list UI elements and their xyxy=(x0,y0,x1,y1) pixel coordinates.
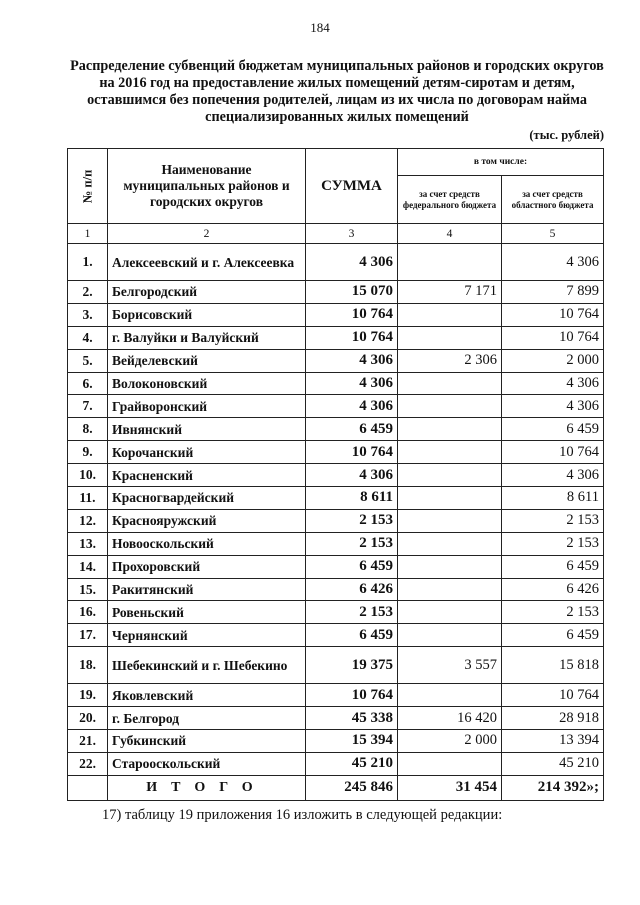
row-name: Красногвардейский xyxy=(108,487,306,510)
row-sum: 10 764 xyxy=(306,684,398,707)
column-number: 1 xyxy=(68,224,108,244)
row-index: 4. xyxy=(68,326,108,349)
page-number: 184 xyxy=(310,20,330,35)
row-name: Вейделевский xyxy=(108,349,306,372)
column-number: 3 xyxy=(306,224,398,244)
table-row xyxy=(68,601,604,624)
row-regional: 7 899 xyxy=(502,281,604,304)
row-sum: 2 153 xyxy=(306,532,398,555)
row-name: Грайворонский xyxy=(108,395,306,418)
row-regional: 2 153 xyxy=(502,509,604,532)
row-federal xyxy=(398,487,502,510)
row-index: 5. xyxy=(68,349,108,372)
row-federal xyxy=(398,326,502,349)
row-regional: 6 459 xyxy=(502,418,604,441)
row-federal: 16 420 xyxy=(398,707,502,730)
row-name: Волоконовский xyxy=(108,372,306,395)
row-regional: 4 306 xyxy=(502,244,604,281)
row-federal xyxy=(398,624,502,647)
row-sum: 45 210 xyxy=(306,752,398,775)
row-sum: 4 306 xyxy=(306,372,398,395)
table-row xyxy=(68,624,604,647)
row-sum: 4 306 xyxy=(306,464,398,487)
row-federal xyxy=(398,303,502,326)
column-number: 4 xyxy=(398,224,502,244)
row-sum: 15 394 xyxy=(306,730,398,753)
row-name: Старооскольский xyxy=(108,752,306,775)
row-name: Губкинский xyxy=(108,730,306,753)
row-index: 11. xyxy=(68,487,108,510)
table-row xyxy=(68,464,604,487)
total-federal: 31 454 xyxy=(398,775,502,800)
row-regional: 15 818 xyxy=(502,647,604,684)
row-sum: 10 764 xyxy=(306,303,398,326)
row-index: 16. xyxy=(68,601,108,624)
total-sum: 245 846 xyxy=(306,775,398,800)
row-index: 13. xyxy=(68,532,108,555)
row-federal xyxy=(398,395,502,418)
row-federal: 2 000 xyxy=(398,730,502,753)
table-row xyxy=(68,707,604,730)
row-regional: 6 426 xyxy=(502,578,604,601)
row-federal: 7 171 xyxy=(398,281,502,304)
table-body xyxy=(68,244,604,776)
subvention-table xyxy=(67,148,604,801)
row-regional: 10 764 xyxy=(502,303,604,326)
row-federal xyxy=(398,752,502,775)
table-row xyxy=(68,395,604,418)
row-index: 1. xyxy=(68,244,108,281)
total-label: ИТОГО xyxy=(108,775,306,800)
row-federal xyxy=(398,555,502,578)
row-name: Борисовский xyxy=(108,303,306,326)
row-sum: 6 459 xyxy=(306,418,398,441)
row-federal xyxy=(398,684,502,707)
row-federal xyxy=(398,372,502,395)
table-row xyxy=(68,281,604,304)
row-name: Ракитянский xyxy=(108,578,306,601)
table-row xyxy=(68,509,604,532)
table-row xyxy=(68,441,604,464)
column-number: 2 xyxy=(108,224,306,244)
row-index: 14. xyxy=(68,555,108,578)
table-header xyxy=(68,149,604,244)
table-row xyxy=(68,532,604,555)
row-sum: 45 338 xyxy=(306,707,398,730)
row-sum: 6 426 xyxy=(306,578,398,601)
row-regional: 10 764 xyxy=(502,326,604,349)
row-federal: 2 306 xyxy=(398,349,502,372)
total-blank-cell xyxy=(68,775,108,800)
row-sum: 2 153 xyxy=(306,601,398,624)
row-index: 7. xyxy=(68,395,108,418)
row-regional: 2 153 xyxy=(502,601,604,624)
row-index: 6. xyxy=(68,372,108,395)
row-sum: 10 764 xyxy=(306,326,398,349)
row-index: 22. xyxy=(68,752,108,775)
table-row xyxy=(68,303,604,326)
row-regional: 2 000 xyxy=(502,349,604,372)
table-row xyxy=(68,487,604,510)
row-regional: 4 306 xyxy=(502,372,604,395)
row-federal xyxy=(398,418,502,441)
table-row xyxy=(68,349,604,372)
row-regional: 4 306 xyxy=(502,395,604,418)
row-regional: 8 611 xyxy=(502,487,604,510)
total-regional: 214 392»; xyxy=(502,775,604,800)
row-name: г. Белгород xyxy=(108,707,306,730)
table-row xyxy=(68,372,604,395)
row-regional: 13 394 xyxy=(502,730,604,753)
table-row xyxy=(68,684,604,707)
header-regional: за счет средств областного бюджета xyxy=(502,176,604,224)
total-row xyxy=(68,775,604,800)
row-sum: 4 306 xyxy=(306,349,398,372)
table-row xyxy=(68,578,604,601)
row-name: Корочанский xyxy=(108,441,306,464)
row-sum: 4 306 xyxy=(306,395,398,418)
header-num-label: № п/п xyxy=(80,169,95,203)
header-sum: СУММА xyxy=(306,149,398,224)
row-regional: 6 459 xyxy=(502,555,604,578)
row-index: 20. xyxy=(68,707,108,730)
row-index: 10. xyxy=(68,464,108,487)
row-index: 21. xyxy=(68,730,108,753)
row-name: Красненский xyxy=(108,464,306,487)
row-federal xyxy=(398,464,502,487)
row-name: Краснояружский xyxy=(108,509,306,532)
header-federal: за счет средств федерального бюджета xyxy=(398,176,502,224)
row-sum: 6 459 xyxy=(306,624,398,647)
row-federal xyxy=(398,244,502,281)
row-federal xyxy=(398,441,502,464)
units-label: (тыс. рублей) xyxy=(529,128,604,142)
row-name: Прохоровский xyxy=(108,555,306,578)
row-regional: 4 306 xyxy=(502,464,604,487)
row-sum: 15 070 xyxy=(306,281,398,304)
row-index: 19. xyxy=(68,684,108,707)
header-name: Наименование муниципальных районов и городских округов xyxy=(108,149,306,224)
row-sum: 8 611 xyxy=(306,487,398,510)
row-regional: 6 459 xyxy=(502,624,604,647)
row-index: 2. xyxy=(68,281,108,304)
header-including: в том числе: xyxy=(398,149,604,176)
row-sum: 10 764 xyxy=(306,441,398,464)
row-federal xyxy=(398,578,502,601)
row-name: Белгородский xyxy=(108,281,306,304)
row-sum: 2 153 xyxy=(306,509,398,532)
row-name: Новооскольский xyxy=(108,532,306,555)
table-row xyxy=(68,326,604,349)
row-federal xyxy=(398,532,502,555)
row-name: Ивнянский xyxy=(108,418,306,441)
row-name: г. Валуйки и Валуйский xyxy=(108,326,306,349)
row-index: 9. xyxy=(68,441,108,464)
row-regional: 10 764 xyxy=(502,441,604,464)
table-row xyxy=(68,244,604,281)
row-regional: 28 918 xyxy=(502,707,604,730)
row-name: Чернянский xyxy=(108,624,306,647)
column-numbers-row xyxy=(68,224,604,244)
row-name: Ровеньский xyxy=(108,601,306,624)
row-name: Шебекинский и г. Шебекино xyxy=(108,647,306,684)
row-federal xyxy=(398,509,502,532)
row-name: Яковлевский xyxy=(108,684,306,707)
row-index: 18. xyxy=(68,647,108,684)
row-sum: 4 306 xyxy=(306,244,398,281)
row-sum: 6 459 xyxy=(306,555,398,578)
table-row xyxy=(68,730,604,753)
table-row xyxy=(68,555,604,578)
row-regional: 45 210 xyxy=(502,752,604,775)
footer-text: 17) таблицу 19 приложения 16 изложить в следующей редакции: xyxy=(102,807,503,823)
row-regional: 2 153 xyxy=(502,532,604,555)
table-row xyxy=(68,418,604,441)
header-num xyxy=(68,149,108,224)
row-regional: 10 764 xyxy=(502,684,604,707)
row-index: 12. xyxy=(68,509,108,532)
row-federal: 3 557 xyxy=(398,647,502,684)
row-index: 3. xyxy=(68,303,108,326)
row-index: 8. xyxy=(68,418,108,441)
column-number: 5 xyxy=(502,224,604,244)
document-title: Распределение субвенций бюджетам муниципальных районов и городских округов на 2016 год на предоставление жилых помещений детям-сиротам и детям, оставшимся без попечения родителей, лицам из их числа по договорам найма специализированных жилых помещений xyxy=(70,58,604,125)
row-index: 15. xyxy=(68,578,108,601)
table-row xyxy=(68,752,604,775)
row-sum: 19 375 xyxy=(306,647,398,684)
table-row xyxy=(68,647,604,684)
row-index: 17. xyxy=(68,624,108,647)
row-name: Алексеевский и г. Алексеевка xyxy=(108,244,306,281)
row-federal xyxy=(398,601,502,624)
